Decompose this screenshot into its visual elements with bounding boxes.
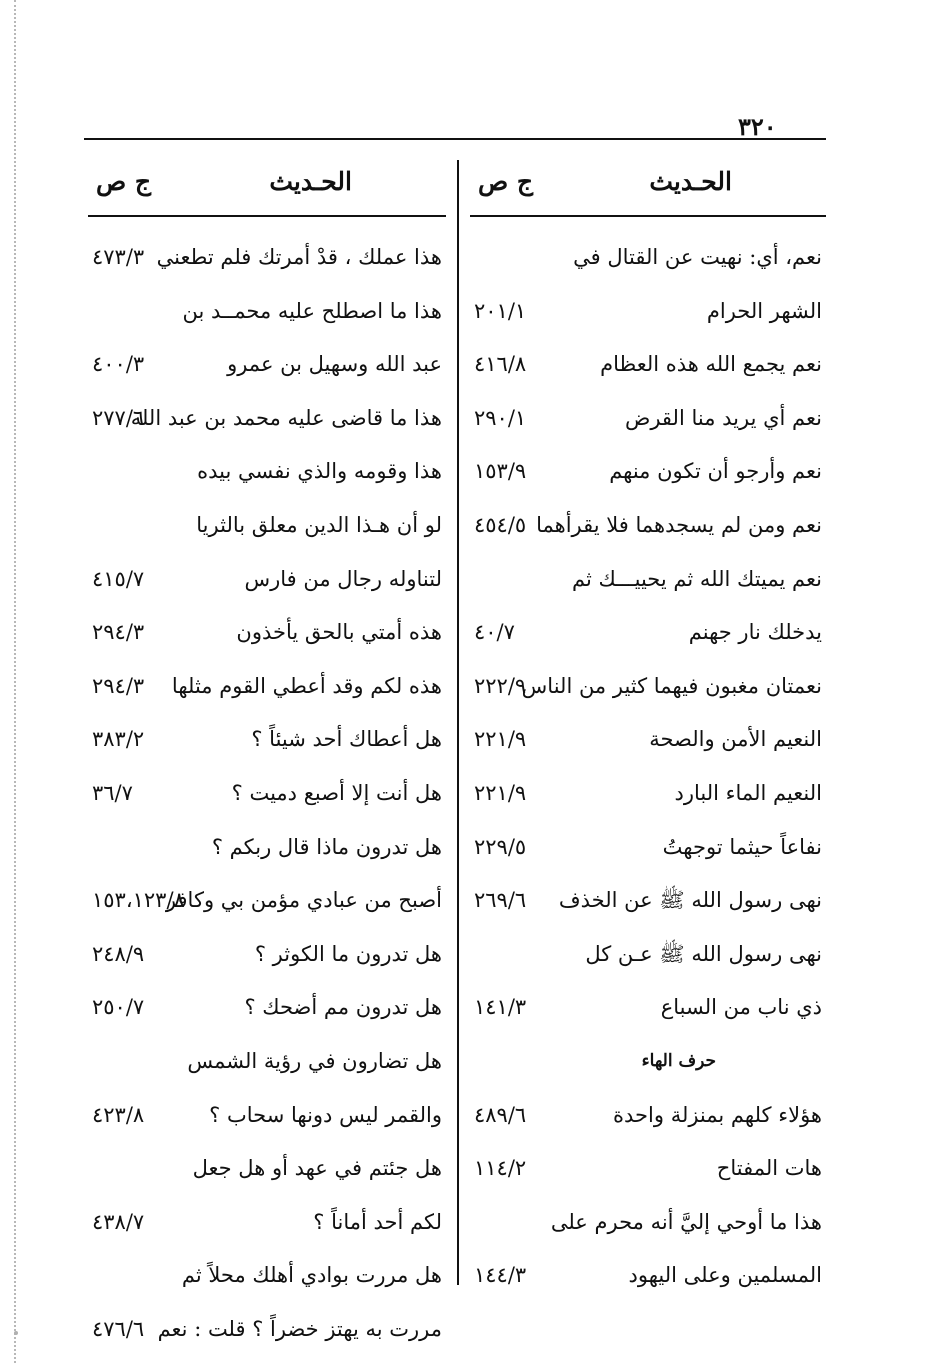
margin-dotted-line (14, 0, 16, 1363)
volume-page-ref: ١٤١/٣ (474, 995, 527, 1020)
hadith-text: نعمتان مغبون فيهما كثير من الناس (521, 673, 822, 698)
index-entry (470, 1142, 826, 1196)
index-entry (470, 713, 826, 767)
hadith-text: لتناوله رجال من فارس (244, 566, 442, 591)
volume-page-ref: ٤٠٠/٣ (92, 352, 145, 377)
hadith-text: نهى رسول الله ﷺ عن الخذف (558, 888, 822, 913)
hadith-text: هذا وقومه والذي نفسي بيده (197, 459, 442, 484)
volume-page-ref: ٤٧٣/٣ (92, 245, 145, 269)
index-entry (470, 660, 826, 714)
hadith-text: عبد الله وسهيل بن عمرو (227, 352, 442, 377)
hadith-text: هل مررت بوادي أهلك محلاً ثم (181, 1263, 442, 1288)
volume-page-heading: ج ص (96, 167, 152, 196)
hadith-text: نعم يجمع الله هذه العظام (600, 352, 822, 377)
index-entry (470, 231, 826, 285)
volume-page-heading: ج ص (478, 167, 534, 196)
index-entry (88, 1196, 446, 1250)
volume-page-ref: ١٥٣/٩ (474, 459, 527, 484)
index-entry (470, 1249, 826, 1303)
volume-page-ref: ٢٢١/٩ (474, 780, 527, 805)
volume-page-ref: ١٤٤/٣ (474, 1263, 527, 1288)
hadith-text: النعيم الأمن والصحة (649, 727, 822, 752)
hadith-text: هل تدرون ماذا قال ربكم ؟ (211, 834, 442, 859)
index-entry (470, 1196, 826, 1250)
hadith-text: نفاعاً حيثما توجهتُ (662, 834, 822, 859)
hadith-text: هل جئتم في عهد أو هل جعل (192, 1156, 442, 1181)
header-rule (84, 138, 826, 140)
index-entry (88, 445, 446, 499)
volume-page-ref: ٣٦/٧ (92, 780, 133, 805)
index-entry (88, 981, 446, 1035)
hadith-text: هل أعطاك أحد شيئاً ؟ (251, 727, 442, 752)
index-entry (88, 1249, 446, 1303)
index-entry (88, 1089, 446, 1143)
index-entry (88, 1142, 446, 1196)
volume-page-ref: ٢٦٩/٦ (474, 888, 527, 913)
index-entry (470, 981, 826, 1035)
index-entry (88, 767, 446, 821)
index-entry (470, 874, 826, 928)
hadith-text: والقمر ليس دونها سحاب ؟ (209, 1102, 442, 1127)
right-column (470, 155, 826, 1303)
volume-page-ref: ٢٩٠/١ (474, 405, 527, 430)
index-entry (470, 445, 826, 499)
volume-page-ref: ٤١٥/٧ (92, 566, 145, 591)
hadith-text: هؤلاء كلهم بمنزلة واحدة (613, 1102, 822, 1127)
volume-page-ref: ٢٢٢/٩ (474, 673, 527, 698)
hadith-text: ذي ناب من السباع (660, 995, 822, 1020)
volume-page-ref: ٢٩٤/٣ (92, 673, 145, 698)
hadith-text: نعم ومن لم يسجدهما فلا يقرأهما (536, 512, 822, 537)
index-entry (88, 1303, 446, 1357)
hadith-text: النعيم الماء البارد (674, 780, 822, 805)
left-column-rows (88, 217, 446, 1356)
hadith-text: المسلمين وعلى اليهود (628, 1263, 822, 1288)
hadith-text: هات المفتاح (716, 1156, 822, 1181)
index-entry (88, 338, 446, 392)
index-entry (88, 606, 446, 660)
index-entry (88, 874, 446, 928)
volume-page-ref: ١٥٣،١٢٣/٨ (92, 888, 185, 913)
volume-page-ref: ٢٢١/٩ (474, 727, 527, 752)
column-divider (457, 160, 459, 1285)
hadith-text: هل تدرون ما الكوثر ؟ (254, 941, 442, 966)
hadith-text: مررت به يهتز خضراً ؟ قلت : نعم (157, 1316, 442, 1341)
hadith-text: الشهر الحرام (706, 298, 822, 323)
volume-page-ref: ٢٩٤/٣ (92, 620, 145, 645)
volume-page-ref: ٤٠/٧ (474, 620, 515, 645)
index-entry (88, 553, 446, 607)
hadith-text: نعم يميتك الله ثم يحييـــك ثم (571, 566, 822, 591)
volume-page-ref: ٤٧٦/٦ (92, 1316, 145, 1341)
hadith-text: نعم وأرجو أن تكون منهم (609, 459, 822, 484)
hadith-text: هذا عملك ، قدْ أمرتك فلم تطعني (156, 245, 442, 269)
index-entry (88, 285, 446, 339)
volume-page-ref: ٢٤٨/٩ (92, 941, 145, 966)
right-column-rows (470, 217, 826, 1303)
index-entry (88, 231, 446, 285)
hadith-heading: الحـديث (269, 167, 352, 196)
margin-dot (14, 1331, 18, 1335)
hadith-text: هذا ما اصطلح عليه محمــد بن (182, 298, 442, 323)
volume-page-ref: ٤٢٣/٨ (92, 1102, 145, 1127)
hadith-text: هل تضارون في رؤية الشمس (187, 1048, 442, 1073)
hadith-text: أصبح من عبادي مؤمن بي وكافر (165, 888, 442, 913)
volume-page-ref: ٢٥٠/٧ (92, 995, 145, 1020)
right-column-header (470, 155, 826, 217)
hadith-heading: الحـديث (649, 167, 732, 196)
index-entry (470, 392, 826, 446)
volume-page-ref: ٤٥٤/٥ (474, 512, 527, 537)
index-entry (88, 713, 446, 767)
index-entry (470, 928, 826, 982)
hadith-text: لكم أحد أماناً ؟ (313, 1209, 442, 1234)
volume-page-ref: ٤١٦/٨ (474, 352, 527, 377)
volume-page-ref: ٤٣٨/٧ (92, 1209, 145, 1234)
index-entry (470, 606, 826, 660)
index-entry (470, 821, 826, 875)
volume-page-ref: ١١٤/٢ (474, 1156, 527, 1181)
left-column-header (88, 155, 446, 217)
volume-page-ref: ٢٠١/١ (474, 298, 527, 323)
hadith-text: نعم، أي: نهيت عن القتال في (573, 245, 822, 269)
left-column (88, 155, 446, 1356)
volume-page-ref: ٣٨٣/٢ (92, 727, 145, 752)
index-entry (470, 1089, 826, 1143)
hadith-text: هذه لكم وقد أعطي القوم مثلها (171, 673, 442, 698)
index-entry (88, 499, 446, 553)
index-entry (88, 928, 446, 982)
index-entry (88, 392, 446, 446)
index-entry (470, 553, 826, 607)
section-heading (470, 1035, 826, 1089)
volume-page-ref: ٢٢٩/٥ (474, 834, 527, 859)
hadith-text: هذا ما أوحي إليَّ أنه محرم على (550, 1209, 822, 1234)
index-entry (470, 338, 826, 392)
index-entry (470, 285, 826, 339)
hadith-text: هذا ما قاضى عليه محمد بن عبد الله (130, 405, 442, 430)
hadith-text: يدخلك نار جهنم (688, 620, 822, 645)
hadith-text: هل أنت إلا أصبع دميت ؟ (231, 780, 442, 805)
hadith-text: هذه أمتي بالحق يأخذون (236, 620, 442, 645)
hadith-text: لو أن هـذا الدين معلق بالثريا (196, 512, 442, 537)
index-entry (470, 767, 826, 821)
index-entry (88, 1035, 446, 1089)
hadith-text: هل تدرون مم أضحك ؟ (244, 995, 442, 1020)
hadith-text: حرف الهاء (641, 1050, 716, 1071)
index-entry (470, 499, 826, 553)
volume-page-ref: ٤٨٩/٦ (474, 1102, 527, 1127)
index-entry (88, 821, 446, 875)
page-number: ٣٢٠ (738, 112, 777, 141)
index-entry (88, 660, 446, 714)
volume-page-ref: ٢٧٧/٦ (92, 405, 145, 430)
hadith-text: نعم أي يريد منا القرض (624, 405, 822, 430)
hadith-text: نهى رسول الله ﷺ عـن كل (585, 941, 822, 966)
